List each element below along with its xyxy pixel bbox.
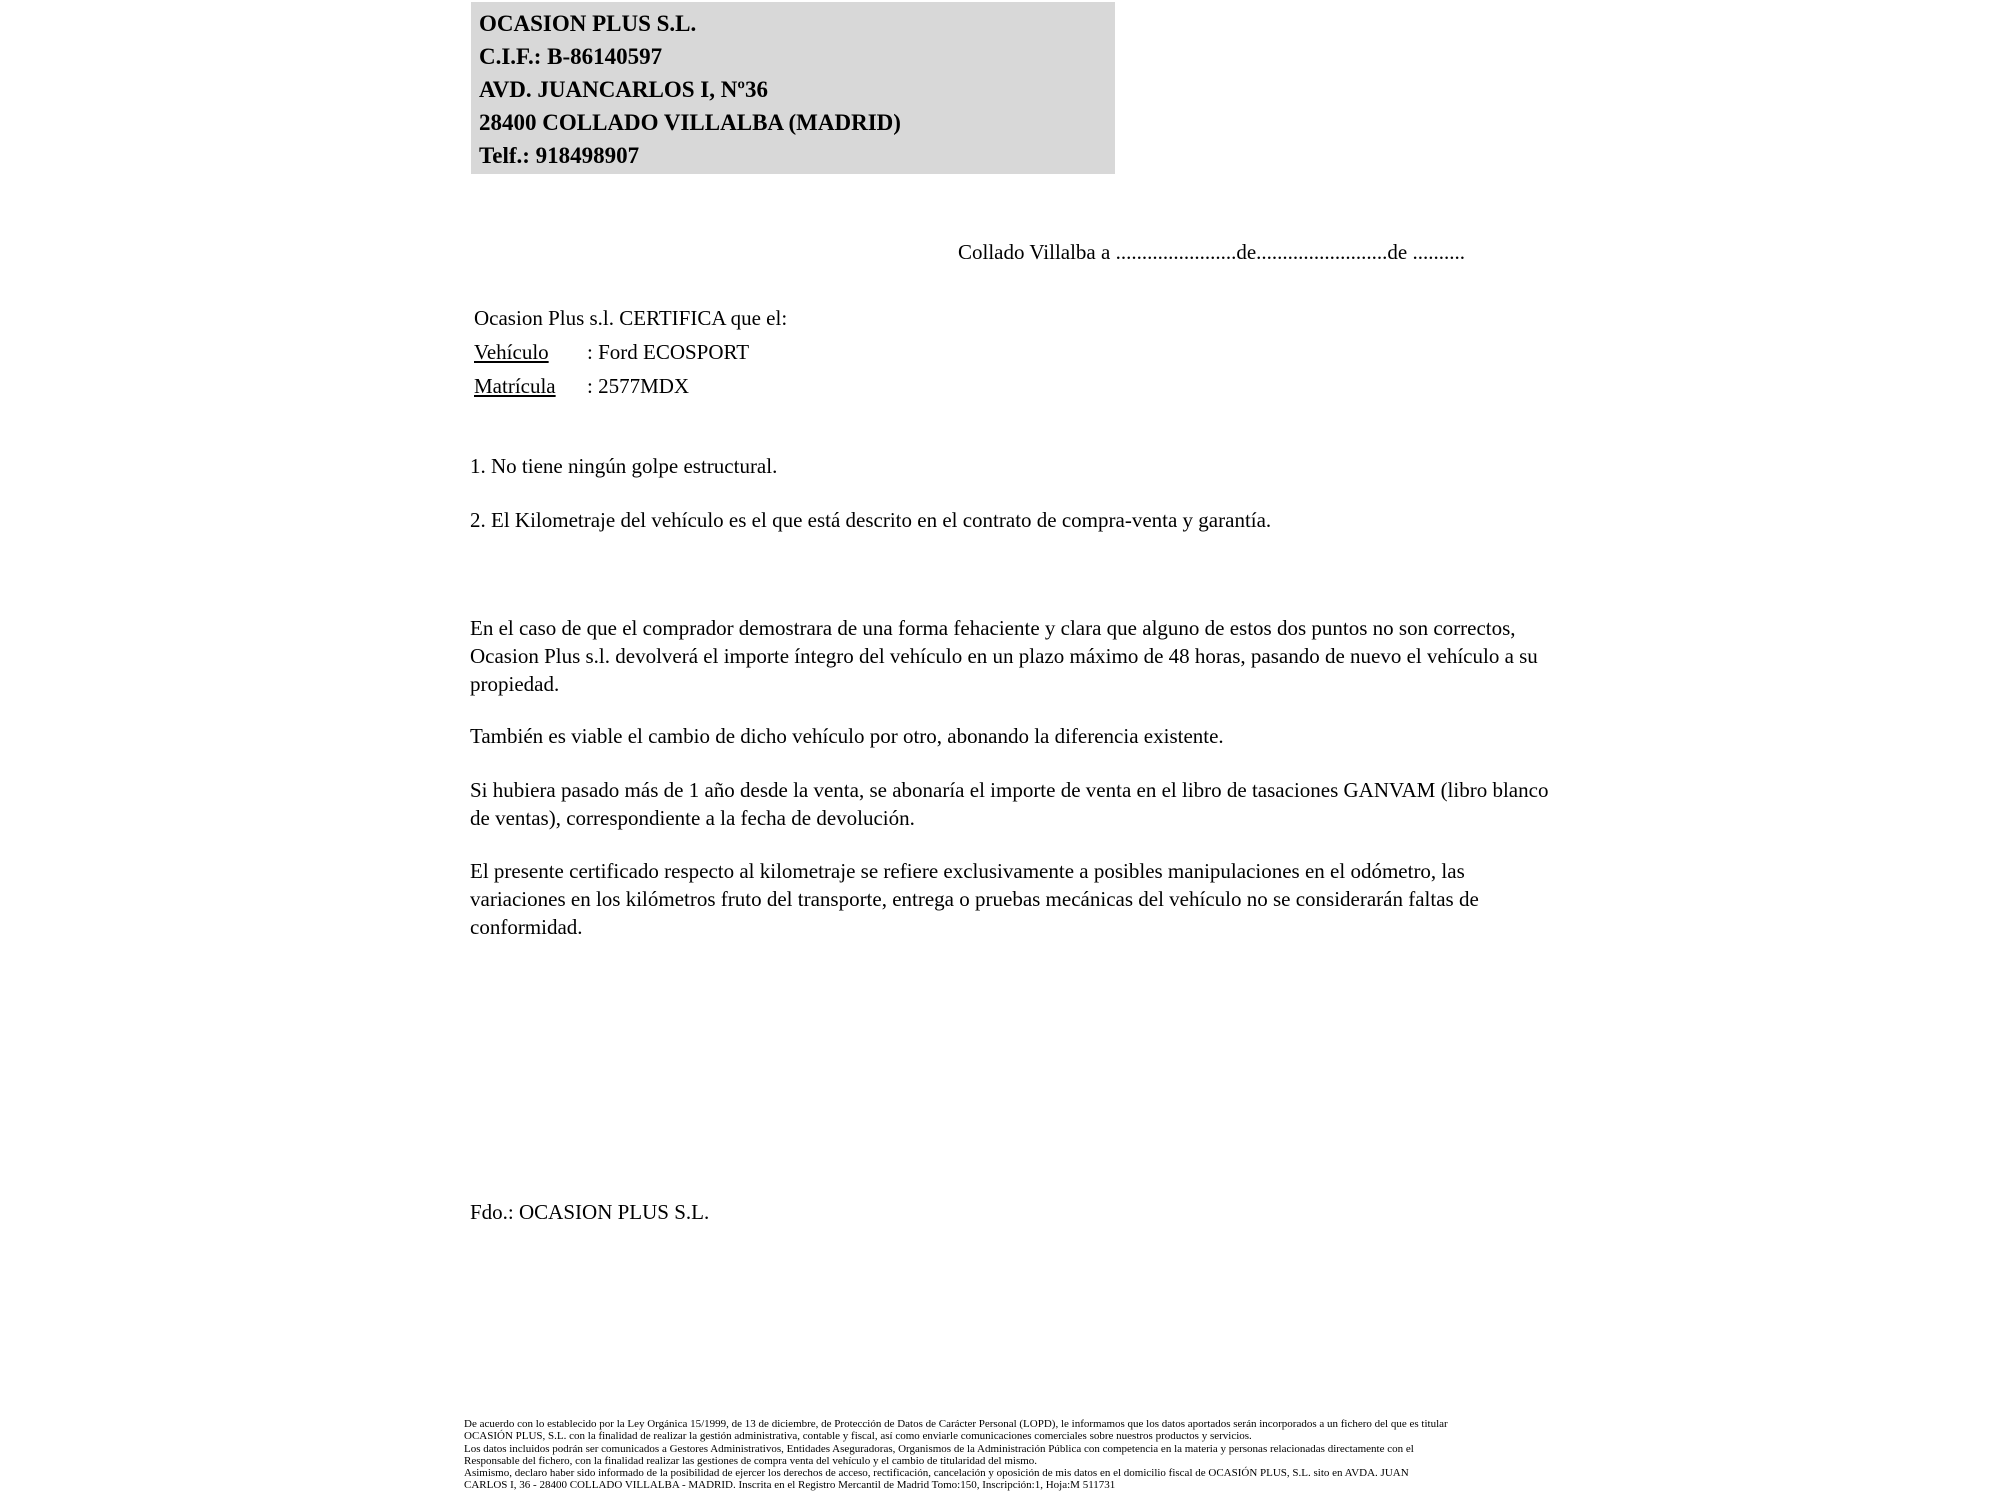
company-phone: Telf.: 918498907	[479, 143, 640, 168]
certified-item-1: 1. No tiene ningún golpe estructural.	[470, 454, 778, 478]
company-cif: C.I.F.: B-86140597	[479, 44, 663, 69]
footer-line-1: De acuerdo con lo establecido por la Ley Orgánica 15/1999, de 13 de diciembre, de Protección de Datos de Carácter Personal (LOPD), le informamos que los datos aportados serán incorporados a un fichero del que es titular	[464, 1418, 1448, 1430]
footer-line-5: Asimismo, declaro haber sido informado de la posibilidad de ejercer los derechos de acceso, rectificación, cancelación y oposición de mis datos en el domicilio fiscal de OCASIÓN PLUS, S.L. sito en AVDA. JUAN	[464, 1467, 1409, 1480]
paragraph-odometer-disclaimer: El presente certificado respecto al kilometraje se refiere exclusivamente a posibles manipulaciones en el odómetro, las variaciones en los kilómetros fruto del transporte, entrega o pruebas mecánicas del vehículo no se considerarán faltas de conformidad.	[470, 859, 1479, 939]
paragraph-refund-condition: En el caso de que el comprador demostrara de una forma fehaciente y clara que alguno de estos dos puntos no son correctos, Ocasion Plus s.l. devolverá el importe íntegro del vehículo en un plazo máximo de 48 horas, pasando de nuevo el vehículo a su propiedad.	[470, 616, 1538, 696]
footer-line-3: Los datos incluidos podrán ser comunicados a Gestores Administrativos, Entidades Aseguradoras, Organismos de la Administración Pública con competencia en la materia y personas relacionadas directamente con el	[464, 1442, 1414, 1455]
plate-row	[474, 369, 787, 403]
vehicle-label: Vehículo	[474, 340, 549, 364]
vehicle-value: : Ford ECOSPORT	[587, 340, 750, 364]
company-city: 28400 COLLADO VILLALBA (MADRID)	[479, 110, 901, 135]
vehicle-row	[474, 335, 787, 369]
legal-footer	[464, 1418, 2000, 1492]
company-header-block	[471, 2, 1115, 174]
certified-item-2: 2. El Kilometraje del vehículo es el que está descrito en el contrato de compra-venta y garantía.	[470, 508, 1272, 532]
company-name: OCASION PLUS S.L.	[479, 11, 697, 36]
footer-line-2: OCASIÓN PLUS, S.L. con la finalidad de realizar la gestión administrativa, contable y fiscal, así como enviarle comunicaciones comerciales sobre nuestros productos y servicios.	[464, 1430, 1252, 1443]
certification-block	[474, 301, 787, 403]
footer-line-4: Responsable del fichero, con la finalidad realizar las gestiones de compra venta del vehículo y el cambio de titularidad del mismo.	[464, 1454, 1038, 1467]
company-address: AVD. JUANCARLOS I, Nº36	[479, 77, 768, 102]
paragraph-ganvam-valuation: Si hubiera pasado más de 1 año desde la venta, se abonaría el importe de venta en el libro de tasaciones GANVAM (libro blanco de ventas), correspondiente a la fecha de devolución.	[470, 778, 1549, 830]
footer-line-6: CARLOS I, 36 - 28400 COLLADO VILLALBA - MADRID. Inscrita en el Registro Mercantil de Madrid Tomo:150, Inscripción:1, Hoja:M 511731	[464, 1479, 1116, 1492]
signature-line: Fdo.: OCASION PLUS S.L.	[470, 1200, 710, 1224]
plate-value: : 2577MDX	[587, 374, 690, 398]
certifies-intro: Ocasion Plus s.l. CERTIFICA que el:	[474, 306, 788, 330]
date-fill-in-line: Collado Villalba a .......................de.........................de ..........	[958, 240, 1465, 264]
paragraph-exchange-option: También es viable el cambio de dicho vehículo por otro, abonando la diferencia existente.	[470, 724, 1224, 748]
plate-label: Matrícula	[474, 374, 556, 398]
